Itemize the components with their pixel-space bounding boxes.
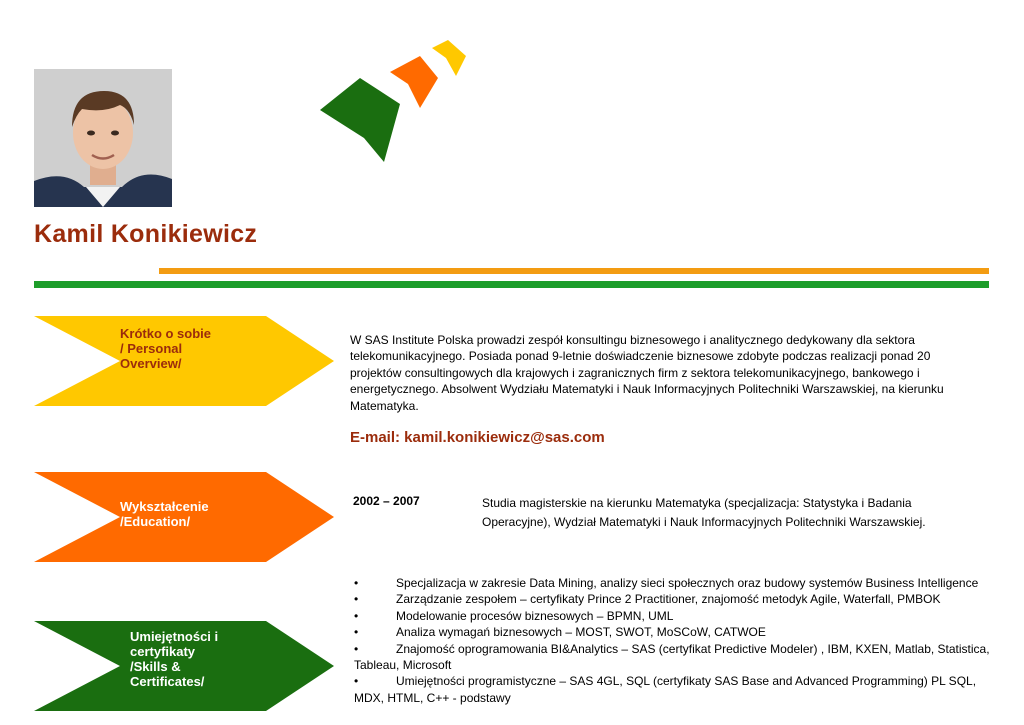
overview-label-line: Krótko o sobie <box>120 326 212 341</box>
bullet-icon: • <box>354 674 359 689</box>
skills-label-line: /Skills & <box>130 659 181 674</box>
bullet-icon: • <box>354 608 359 623</box>
skill-text: Zarządzanie zespołem – certyfikaty Prince 2 Practitioner, znajomość metodyk Agile, Waterfall, PMBOK <box>396 592 941 607</box>
overview-label-line: / Personal <box>120 341 183 356</box>
skill-text: Umiejętności programistyczne – SAS 4GL, SQL (certyfikaty SAS Base and Advanced Programming) PL SQL, MDX, HTML, C++ - podstawy <box>354 674 977 705</box>
skills-section-label <box>130 629 218 689</box>
skill-text: Analiza wymagań biznesowych – MOST, SWOT, MoSCoW, CATWOE <box>396 625 766 640</box>
list-item <box>354 591 1004 607</box>
email-address: E-mail: kamil.konikiewicz@sas.com <box>350 429 605 446</box>
bullet-icon: • <box>354 641 359 656</box>
education-label-line: /Education/ <box>120 514 191 529</box>
profile-photo <box>34 69 172 207</box>
education-section-label <box>120 499 209 529</box>
list-item <box>354 641 1004 674</box>
skill-text: Specjalizacja w zakresie Data Mining, analizy sieci społecznych oraz budowy systemów Business Intelligence <box>396 576 979 590</box>
list-item <box>354 608 1004 624</box>
overview-text: W SAS Institute Polska prowadzi zespół konsultingu biznesowego i analitycznego dedykowany dla sektora telekomunikacyjnego. Posiada ponad 9-letnie doświadczenie biznesowe zdobyte podczas realizacji ponad 20 projektów consultingowych dla krajowych i zagranicznych firm z sektora telekomunikacyjnego, bankowego i energetycznego. Absolwent Wydziału Matematyki i Nauk Informacyjnych Politechniki Warszawskiej, na kierunku Matematyka. <box>350 333 944 413</box>
education-label-line: Wykształcenie <box>120 499 209 514</box>
education-years: 2002 – 2007 <box>353 494 420 508</box>
bullet-icon: • <box>354 625 359 640</box>
list-item <box>354 575 1004 591</box>
orange-divider <box>159 268 989 274</box>
bullet-icon: • <box>354 576 359 590</box>
overview-section-label <box>120 326 211 371</box>
skills-label-line: certyfikaty <box>130 644 196 659</box>
green-divider <box>34 281 989 288</box>
portrait-illustration <box>34 69 172 207</box>
skill-text: Znajomość oprogramowania BI&Analytics – SAS (certyfikat Predictive Modeler) , IBM, KXEN, Matlab, Statistica, Tableau, Microsoft <box>354 641 990 673</box>
list-item <box>354 673 1004 706</box>
arrow-logo-icon <box>316 38 470 168</box>
skill-text: Modelowanie procesów biznesowych – BPMN, UML <box>396 608 674 623</box>
list-item <box>354 624 1004 640</box>
skills-list <box>354 575 1004 706</box>
person-name: Kamil Konikiewicz <box>34 220 258 248</box>
bullet-icon: • <box>354 592 359 607</box>
overview-label-line: Overview/ <box>120 356 182 371</box>
skills-label-line: Certificates/ <box>130 674 205 689</box>
skills-label-line: Umiejętności i <box>130 629 219 644</box>
education-description: Studia magisterskie na kierunku Matematyka (specjalizacja: Statystyka i Badania Operacyjne), Wydział Matematyki i Nauk Informacyjnych Politechniki Warszawskiej. <box>482 496 926 529</box>
